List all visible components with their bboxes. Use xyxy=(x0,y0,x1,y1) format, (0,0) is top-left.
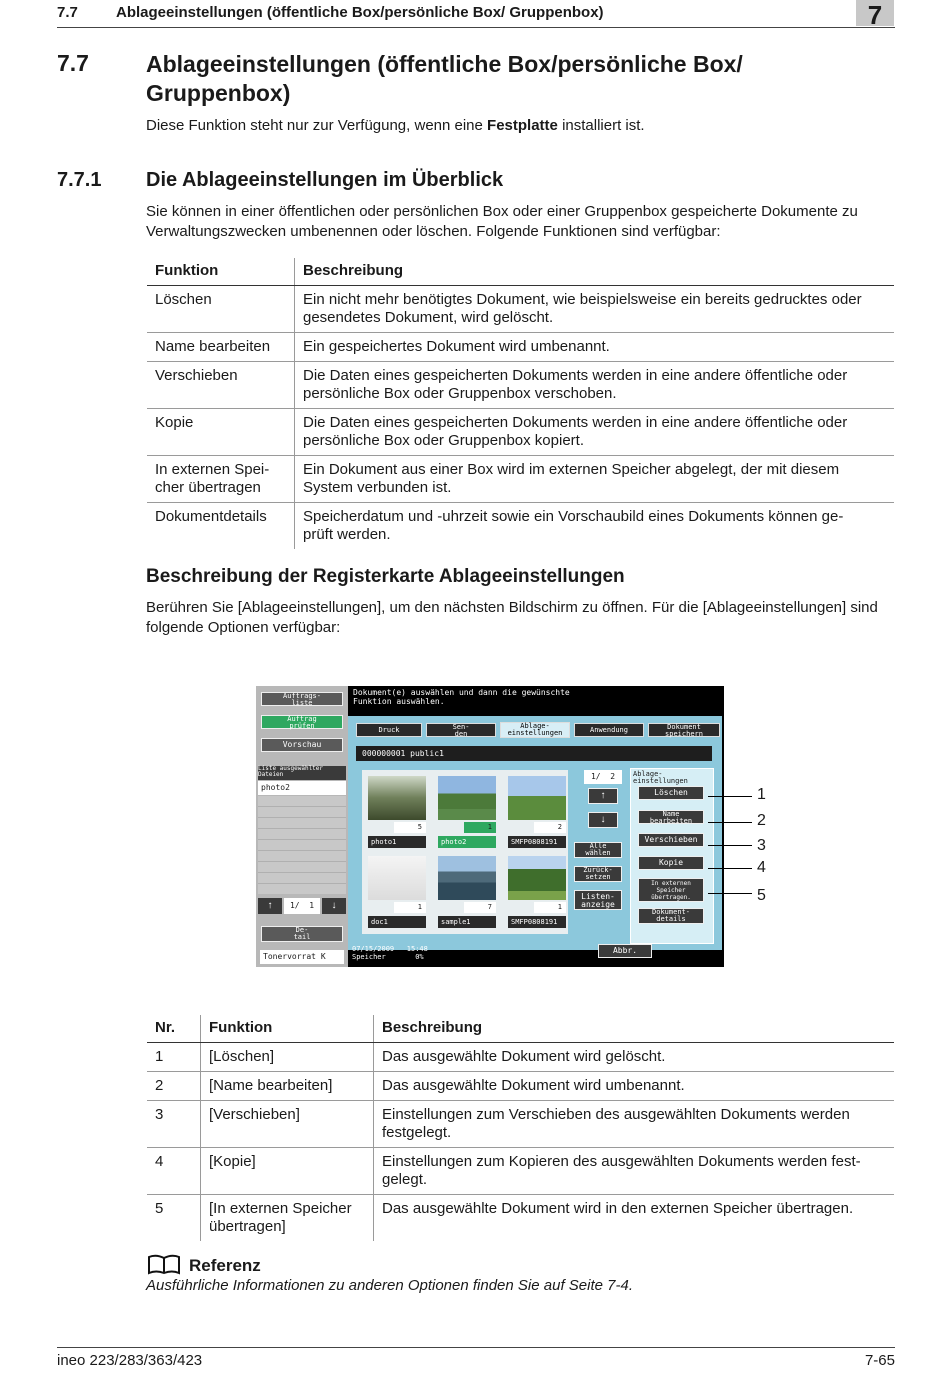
header-title: Ablageeinstellungen (öffentliche Box/persönliche Box/ Gruppenbox) xyxy=(116,4,604,21)
filing-settings-title: Ablage- einstellungen xyxy=(633,770,688,785)
function-cell: [Name bearbeiten] xyxy=(201,1072,374,1101)
selected-files-title: Liste ausgewählter Dateien xyxy=(258,766,346,780)
thumbnail-image xyxy=(508,776,566,820)
page-indicator: 1/ 2 xyxy=(584,770,622,784)
thumbnail-label: photo2 xyxy=(438,836,496,848)
section-intro: Diese Funktion steht nur zur Verfügung, wenn eine Festplatte installiert ist. xyxy=(146,117,645,134)
function-cell: [In externen Speicher übertragen] xyxy=(201,1195,374,1242)
header-section-number: 7.7 xyxy=(57,4,78,21)
function-cell: [Verschieben] xyxy=(201,1101,374,1148)
chapter-tab: 7 xyxy=(856,0,894,26)
screen-main xyxy=(348,686,724,967)
description-cell: Die Daten eines gespeicherten Dokuments werden in eine andere öffentliche oder persönliche Box oder Gruppenbox verschoben. xyxy=(295,362,895,409)
preview-button[interactable]: Vorschau xyxy=(261,738,343,752)
document-thumbnail[interactable] xyxy=(506,774,568,850)
reference-title: Referenz xyxy=(189,1256,261,1275)
subsection-number: 7.7.1 xyxy=(57,169,102,191)
scroll-up-icon[interactable]: ↑ xyxy=(258,898,282,914)
function-cell: Dokumentdetails xyxy=(147,503,295,550)
page-count: 2 xyxy=(534,822,566,833)
footer-page-number: 7-65 xyxy=(864,1352,895,1369)
subsection-text: Sie können in einer öffentlichen oder persönlichen Box oder einer Gruppenbox gespeicherte Dokumente zu Verwaltungszwecken umbenennen oder löschen. Folgende Funktionen sind verfügbar: xyxy=(146,203,858,240)
callout-1: 1 xyxy=(757,786,766,803)
description-cell: Ein gespeichertes Dokument wird umbenannt. xyxy=(295,333,895,362)
table-row xyxy=(147,362,894,409)
thumbnail-image xyxy=(438,776,496,820)
copy-button[interactable]: Kopie xyxy=(638,856,704,870)
job-list-button[interactable]: Auftrags- liste xyxy=(261,692,343,706)
thumbnail-image xyxy=(368,856,426,900)
description-cell: Das ausgewählte Dokument wird umbenannt. xyxy=(374,1072,895,1101)
document-details-button[interactable]: Dokument- details xyxy=(638,908,704,924)
callout-line xyxy=(708,796,752,797)
table-row xyxy=(147,1043,894,1072)
reset-button[interactable]: Zurück- setzen xyxy=(574,866,622,882)
thumbnail-label: doc1 xyxy=(368,916,426,928)
list-view-button[interactable]: Listen- anzeige xyxy=(574,890,622,910)
table-header: Funktion xyxy=(147,258,295,286)
document-thumbnail[interactable] xyxy=(366,774,428,850)
description-cell: Das ausgewählte Dokument wird gelöscht. xyxy=(374,1043,895,1072)
page-count: 1 xyxy=(464,822,496,833)
table-row xyxy=(147,456,894,503)
tab-print[interactable]: Druck xyxy=(356,723,422,737)
tab-application[interactable]: Anwendung xyxy=(574,723,644,737)
table-header: Funktion xyxy=(201,1015,374,1043)
thumbnail-image xyxy=(438,856,496,900)
section-number: 7.7 xyxy=(57,50,89,76)
table-header: Nr. xyxy=(147,1015,201,1043)
description-cell: Speicherdatum und -uhrzeit sowie ein Vorschaubild eines Dokuments können ge- prüft werden. xyxy=(303,508,844,543)
number-cell: 4 xyxy=(147,1148,201,1195)
callout-4: 4 xyxy=(757,859,766,876)
delete-button[interactable]: Löschen xyxy=(638,786,704,800)
screen-message: Dokument(e) auswählen und dann die gewünschte Funktion auswählen. xyxy=(353,688,570,706)
reference-text: Ausführliche Informationen zu anderen Optionen finden Sie auf Seite 7-4. xyxy=(146,1277,633,1294)
intro-bold-term: Festplatte xyxy=(487,117,558,134)
scroll-down-icon[interactable]: ↓ xyxy=(322,898,346,914)
screen-panel xyxy=(348,716,722,950)
description-cell: Einstellungen zum Kopieren des ausgewählten Dokuments werden fest- gelegt. xyxy=(374,1148,895,1195)
description-cell: Die Daten eines gespeicherten Dokuments werden in eine andere öffentliche oder persönliche Box oder Gruppenbox kopiert. xyxy=(295,409,895,456)
thumbnail-area xyxy=(362,770,568,934)
box-name-bar: 000000001 public1 xyxy=(356,746,712,761)
number-cell: 5 xyxy=(147,1195,201,1242)
thumbnail-label: SMFP0808191 xyxy=(508,836,566,848)
tab-send[interactable]: Sen- den xyxy=(426,723,496,737)
page-count: 5 xyxy=(394,822,426,833)
callout-line xyxy=(708,893,752,894)
thumbnail-label: SMFP0808191 xyxy=(508,916,566,928)
function-cell: Kopie xyxy=(147,409,295,456)
select-all-button[interactable]: Alle wählen xyxy=(574,842,622,858)
function-cell: Name bearbeiten xyxy=(147,333,295,362)
table-header: Beschreibung xyxy=(295,258,895,286)
detail-button[interactable]: De- tail xyxy=(261,926,343,942)
book-icon xyxy=(147,1253,181,1275)
subsection-title: Die Ablageeinstellungen im Überblick xyxy=(146,169,504,191)
table-row xyxy=(147,1195,894,1242)
section-title: Ablageeinstellungen (öffentliche Box/persönliche Box/ Gruppenbox) xyxy=(146,51,743,106)
number-cell: 1 xyxy=(147,1043,201,1072)
callout-3: 3 xyxy=(757,837,766,854)
status-bar xyxy=(352,945,428,961)
callout-line xyxy=(708,845,752,846)
page-count: 7 xyxy=(464,902,496,913)
document-thumbnail[interactable] xyxy=(506,854,568,930)
tab-section-title: Beschreibung der Registerkarte Ablageeinstellungen xyxy=(146,566,625,587)
document-thumbnail[interactable] xyxy=(366,854,428,930)
side-page-indicator: 1/ 1 xyxy=(284,898,320,914)
selected-file-item[interactable]: photo2 xyxy=(258,781,346,795)
footer-rule xyxy=(57,1347,895,1348)
description-cell: Das ausgewählte Dokument wird in den externen Speicher übertragen. xyxy=(382,1200,854,1217)
options-table xyxy=(147,1015,894,1241)
screen-left-panel xyxy=(256,686,348,967)
page-count: 1 xyxy=(394,902,426,913)
table-row xyxy=(147,503,894,550)
table-row xyxy=(147,1072,894,1101)
memory-status: Speicher 0% xyxy=(352,953,424,961)
number-cell: 3 xyxy=(147,1101,201,1148)
callout-5: 5 xyxy=(757,887,766,904)
check-job-button[interactable]: Auftrag prüfen xyxy=(261,715,343,729)
number-cell: 2 xyxy=(147,1072,201,1101)
header-rule xyxy=(57,27,895,28)
description-cell: Ein nicht mehr benötigtes Dokument, wie beispielsweise ein bereits gedrucktes oder gesendetes Dokument, wird gelöscht. xyxy=(295,286,895,333)
page-up-icon[interactable]: ↑ xyxy=(588,788,618,804)
datetime: 07/15/2009 15:48 xyxy=(352,945,428,953)
thumbnail-label: photo1 xyxy=(368,836,426,848)
callout-2: 2 xyxy=(757,812,766,829)
table-row xyxy=(147,409,894,456)
external-memory-button[interactable]: In externen Speicher übertragen. xyxy=(638,878,704,902)
table-row xyxy=(147,1148,894,1195)
table-header: Beschreibung xyxy=(374,1015,895,1043)
page-count: 1 xyxy=(534,902,566,913)
move-button[interactable]: Verschieben xyxy=(638,833,704,847)
tab-save-document[interactable]: Dokument speichern xyxy=(648,723,720,737)
description-cell: Ein Dokument aus einer Box wird im externen Speicher abgelegt, der mit diesem System verbunden ist. xyxy=(295,456,895,503)
table-row xyxy=(147,1101,894,1148)
page-down-icon[interactable]: ↓ xyxy=(588,812,618,828)
function-cell: [Kopie] xyxy=(201,1148,374,1195)
function-cell: [Löschen] xyxy=(201,1043,374,1072)
rename-button[interactable]: Name bearbeiten xyxy=(638,810,704,824)
thumbnail-image xyxy=(368,776,426,820)
device-screenshot xyxy=(256,686,724,967)
cancel-button[interactable]: Abbr. xyxy=(598,944,652,958)
callout-line xyxy=(708,868,752,869)
table-row xyxy=(147,333,894,362)
tab-filing-settings[interactable]: Ablage- einstellungen xyxy=(500,722,570,738)
footer-model: ineo 223/283/363/423 xyxy=(57,1352,203,1369)
tab-section-text: Berühren Sie [Ablageeinstellungen], um den nächsten Bildschirm zu öffnen. Für die [Ablageeinstellungen] sind folgende Optionen verfügbar: xyxy=(146,599,878,636)
document-thumbnail[interactable] xyxy=(436,774,498,850)
function-cell: Löschen xyxy=(147,286,295,333)
function-cell: Verschieben xyxy=(147,362,295,409)
document-thumbnail[interactable] xyxy=(436,854,498,930)
description-cell: Einstellungen zum Verschieben des ausgewählten Dokuments werden festgelegt. xyxy=(374,1101,895,1148)
callout-line xyxy=(708,822,752,823)
thumbnail-label: sample1 xyxy=(438,916,496,928)
table-row xyxy=(147,286,894,333)
function-table xyxy=(147,258,894,549)
selected-files-list xyxy=(258,796,346,894)
thumbnail-image xyxy=(508,856,566,900)
toner-indicator: Tonervorrat K xyxy=(260,950,344,964)
function-cell: In externen Spei- cher übertragen xyxy=(147,456,295,503)
